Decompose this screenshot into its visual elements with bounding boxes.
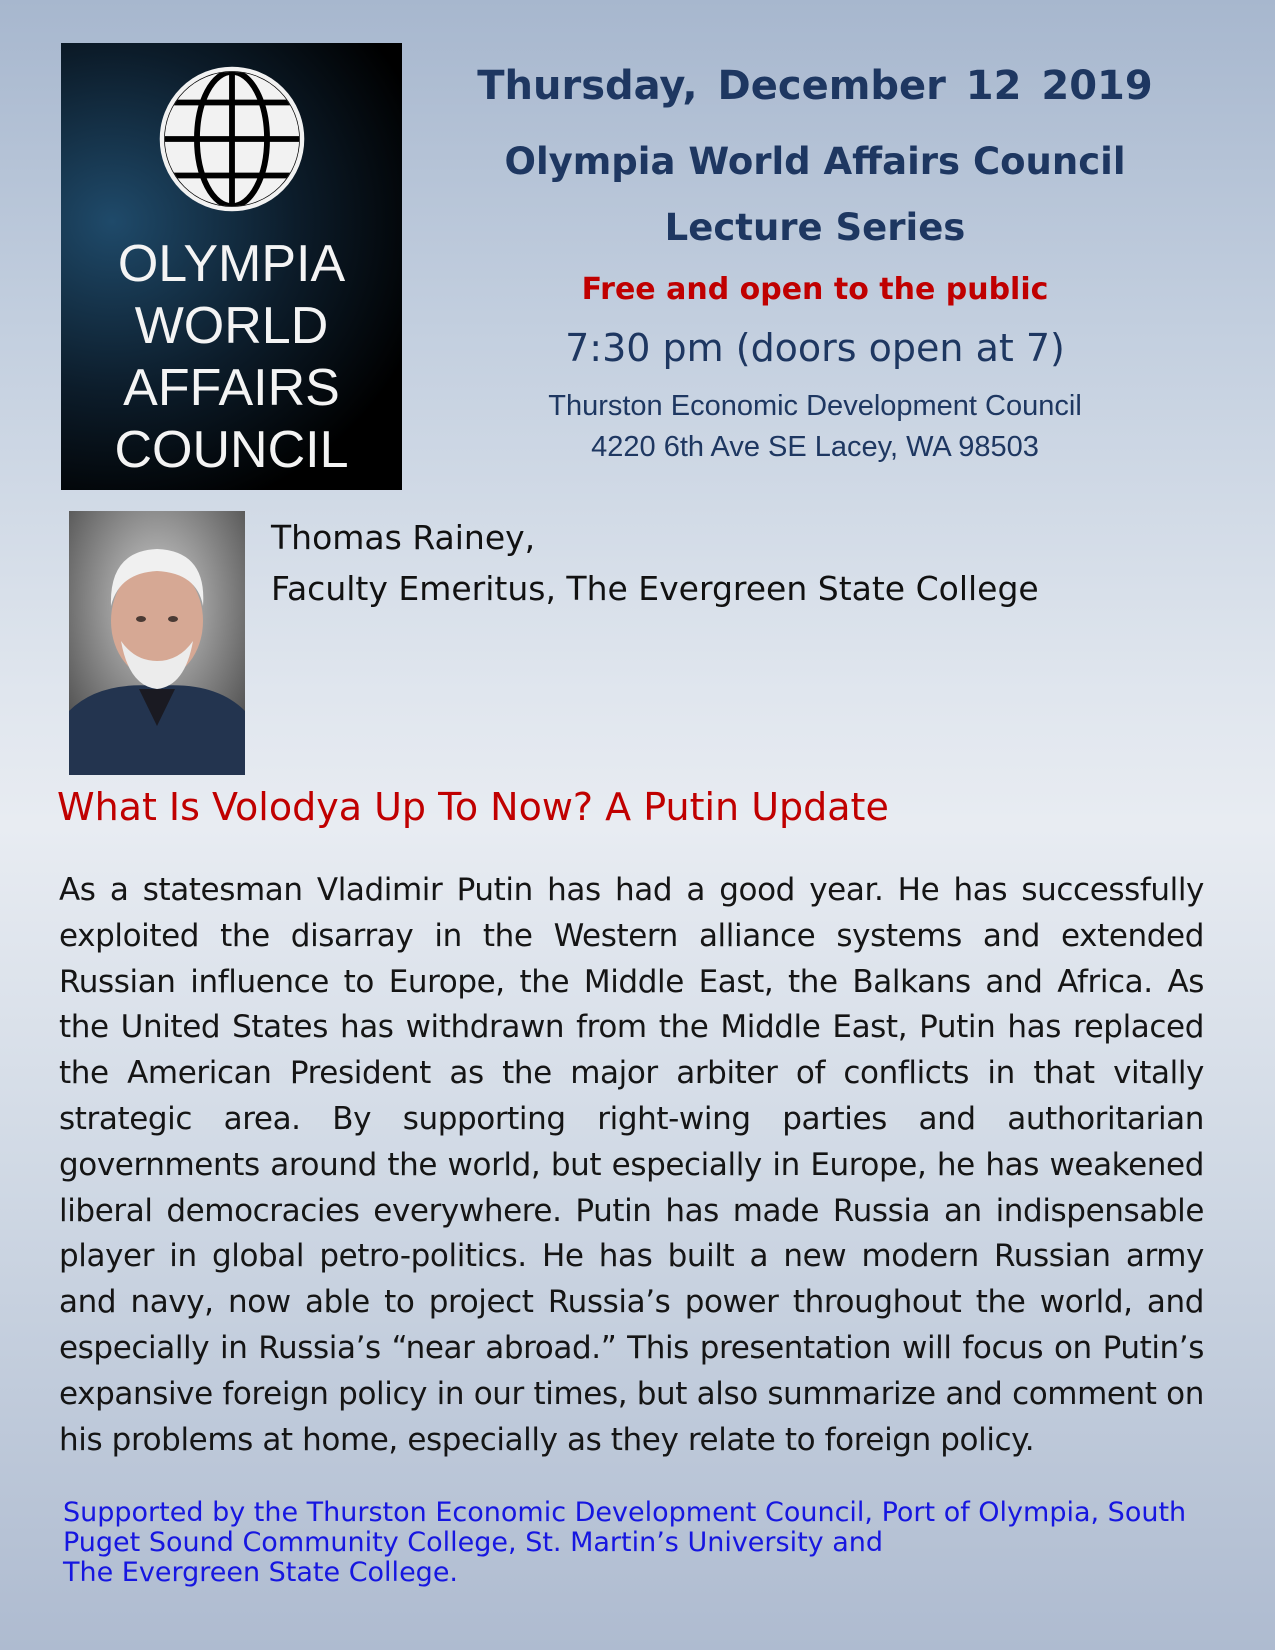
sponsors-line-3: The Evergreen State College.: [63, 1557, 459, 1588]
talk-abstract: As a statesman Vladimir Putin has had a good year. He has successfully exploited the disarray in the Western alliance systems and extended Russian influence to Europe, the Middle East, the Balkans and Africa. As the United States has withdrawn from the Middle East, Putin has replaced the American President as the major arbiter of conflicts in that vitally strategic area. By supporting right-wing parties and authoritarian governments around the world, but especially in Europe, he has weakened liberal democracies everywhere. Putin has made Russia an indispensable player in global petro-politics. He has built a new modern Russian army and navy, now able to project Russia’s power throughout the world, and especially in Russia’s “near abroad.” This presentation will focus on Putin’s expansive foreign policy in our times, but also summarize and comment on his problems at home, especially as they relate to foreign policy.: [59, 872, 1204, 1458]
logo-line-olympia: OLYMPIA: [117, 235, 346, 293]
sponsors-line-2: Puget Sound Community College, St. Martin’s University and: [63, 1527, 884, 1558]
sponsors-note: [63, 1498, 1223, 1588]
speaker-info: [271, 512, 1039, 614]
sponsors-line-1: Supported by the Thurston Economic Development Council, Port of Olympia, South: [63, 1497, 1187, 1528]
speaker-photo: [69, 511, 245, 775]
globe-icon: [159, 66, 305, 212]
logo-line-world: WORLD: [134, 297, 329, 355]
speaker-name: Thomas Rainey,: [271, 518, 536, 557]
venue-block: [460, 386, 1170, 468]
organization-name: Olympia World Affairs Council: [504, 140, 1126, 183]
event-time: 7:30 pm (doors open at 7): [565, 326, 1065, 370]
speaker-title: Faculty Emeritus, The Evergreen State College: [271, 569, 1039, 608]
logo-line-council: COUNCIL: [114, 421, 349, 479]
admission-note: Free and open to the public: [581, 272, 1049, 307]
logo-line-affairs: AFFAIRS: [123, 359, 340, 417]
logo-wordmark: [61, 233, 402, 481]
council-logo: [61, 43, 402, 490]
series-name: Lecture Series: [664, 206, 966, 249]
event-date: Thursday, December 12 2019: [477, 63, 1153, 109]
venue-address: 4220 6th Ave SE Lacey, WA 98503: [591, 431, 1039, 463]
talk-title: What Is Volodya Up To Now? A Putin Update: [57, 785, 889, 829]
venue-name: Thurston Economic Development Council: [548, 390, 1082, 422]
